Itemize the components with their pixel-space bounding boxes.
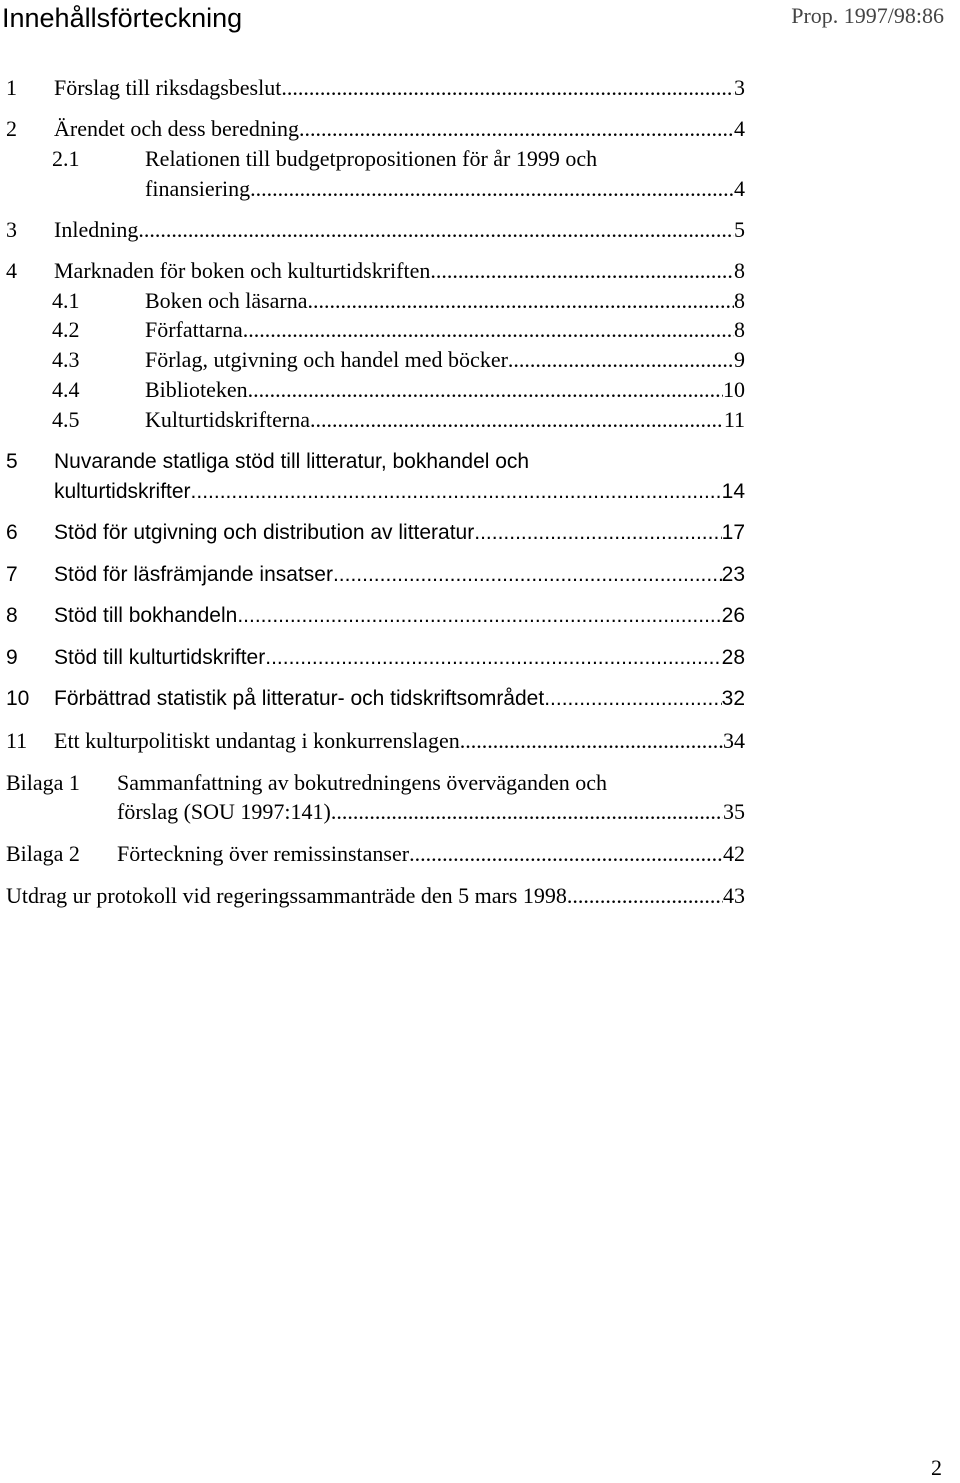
toc-number: 2.1 (52, 146, 80, 171)
page-title: Innehållsförteckning (2, 3, 243, 33)
toc-label-line1: Relationen till budgetpropositionen för år 1999 och (145, 146, 598, 171)
toc-label: Boken och läsarna (145, 288, 308, 313)
toc-label: Förteckning över remissinstanser (117, 841, 410, 866)
toc-label: Marknaden för boken och kulturtidskriften (54, 258, 431, 283)
toc-page-number: 32 (721, 687, 745, 710)
toc-number: 2 (6, 116, 17, 141)
toc-leader-dots (333, 562, 722, 588)
toc-leader-dots (508, 347, 734, 373)
toc-page-number: 8 (734, 258, 745, 283)
toc-number: 6 (6, 521, 18, 544)
toc-page-number: 8 (734, 317, 745, 342)
toc-leader-dots (299, 116, 734, 142)
toc-label: Ärendet och dess beredning (54, 116, 299, 141)
toc-leader-dots (191, 479, 722, 505)
toc-label: Kulturtidskrifterna (145, 407, 310, 432)
toc-page-number: 43 (723, 883, 745, 908)
toc-number: 1 (6, 75, 17, 100)
toc-leader-dots (243, 317, 734, 343)
toc-leader-dots (248, 377, 723, 403)
toc-entry-5[interactable] (0, 449, 760, 505)
toc-entry-bilaga-1[interactable] (0, 770, 760, 826)
toc-page-number: 4 (734, 176, 745, 201)
toc-number: 10 (6, 687, 30, 710)
toc-number: 4.3 (52, 347, 80, 372)
toc-label: Förbättrad statistik på litteratur- och tidskriftsområdet (54, 687, 545, 710)
toc-label: Författarna (145, 317, 243, 342)
toc-label: finansiering (145, 176, 251, 201)
toc-number: 9 (6, 646, 18, 669)
toc-number: Bilaga 1 (6, 770, 80, 795)
toc-page-number: 42 (723, 841, 745, 866)
toc-leader-dots (281, 75, 734, 101)
toc-label: Stöd till kulturtidskrifter (54, 646, 266, 669)
toc-label: Biblioteken (145, 377, 248, 402)
toc-label-line1: Sammanfattning av bokutredningens överväganden och (117, 770, 607, 795)
toc-leader-dots (460, 728, 723, 754)
toc-leader-dots (310, 407, 724, 433)
toc-leader-dots (250, 176, 734, 202)
toc-leader-dots (474, 520, 721, 546)
toc-label: Förslag till riksdagsbeslut (54, 75, 282, 100)
toc-page-number: 34 (723, 728, 745, 753)
toc-label: Ett kulturpolitiskt undantag i konkurrenslagen (54, 728, 460, 753)
toc-number: Bilaga 2 (6, 841, 80, 866)
proposition-reference: Prop. 1997/98:86 (791, 3, 944, 28)
toc-number: 7 (6, 563, 18, 586)
toc-label: Stöd till bokhandeln (54, 604, 238, 627)
toc-label: Stöd för utgivning och distribution av litteratur (54, 521, 475, 544)
toc-number: 4.4 (52, 377, 80, 402)
toc-page-number: 14 (721, 480, 745, 503)
toc-label: Utdrag ur protokoll vid regeringssammanträde den 5 mars 1998 (6, 883, 567, 908)
toc-page-number: 28 (721, 646, 745, 669)
toc-leader-dots (138, 217, 734, 243)
toc-leader-dots (430, 258, 734, 284)
toc-leader-dots (237, 603, 721, 629)
toc-entry-2-1[interactable] (0, 146, 760, 202)
toc-page-number: 23 (721, 563, 745, 586)
toc-label: förslag (SOU 1997:141) (117, 799, 331, 824)
toc-page-number: 4 (734, 116, 745, 141)
toc-page-number: 5 (734, 217, 745, 242)
toc-number: 3 (6, 217, 17, 242)
toc-number: 8 (6, 604, 18, 627)
toc-page-number: 8 (734, 288, 745, 313)
toc-page-number: 10 (723, 377, 745, 402)
toc-page-number: 3 (734, 75, 745, 100)
toc-page-number: 35 (723, 799, 745, 824)
toc-leader-dots (331, 799, 723, 825)
toc-label: Stöd för läsfrämjande insatser (54, 563, 333, 586)
toc-number: 4 (6, 258, 17, 283)
toc-number: 4.5 (52, 407, 80, 432)
toc-leader-dots (265, 645, 721, 671)
toc-leader-dots (544, 686, 721, 712)
toc-page-number: 11 (723, 407, 745, 432)
toc-label: kulturtidskrifter (54, 480, 191, 503)
toc-leader-dots (308, 288, 735, 314)
toc-label: Förlag, utgivning och handel med böcker (145, 347, 508, 372)
toc-number: 5 (6, 450, 18, 473)
toc-label-line1: Nuvarande statliga stöd till litteratur, bokhandel och (54, 450, 530, 473)
toc-number: 4.1 (52, 288, 80, 313)
toc-page-number: 17 (721, 521, 745, 544)
toc-leader-dots (567, 883, 723, 909)
toc-number: 4.2 (52, 317, 80, 342)
toc-leader-dots (409, 841, 723, 867)
toc-page-number: 9 (734, 347, 745, 372)
toc-page-number: 26 (721, 604, 745, 627)
toc-label: Inledning (54, 217, 139, 242)
toc-number: 11 (6, 728, 28, 753)
page-number: 2 (931, 1455, 942, 1480)
